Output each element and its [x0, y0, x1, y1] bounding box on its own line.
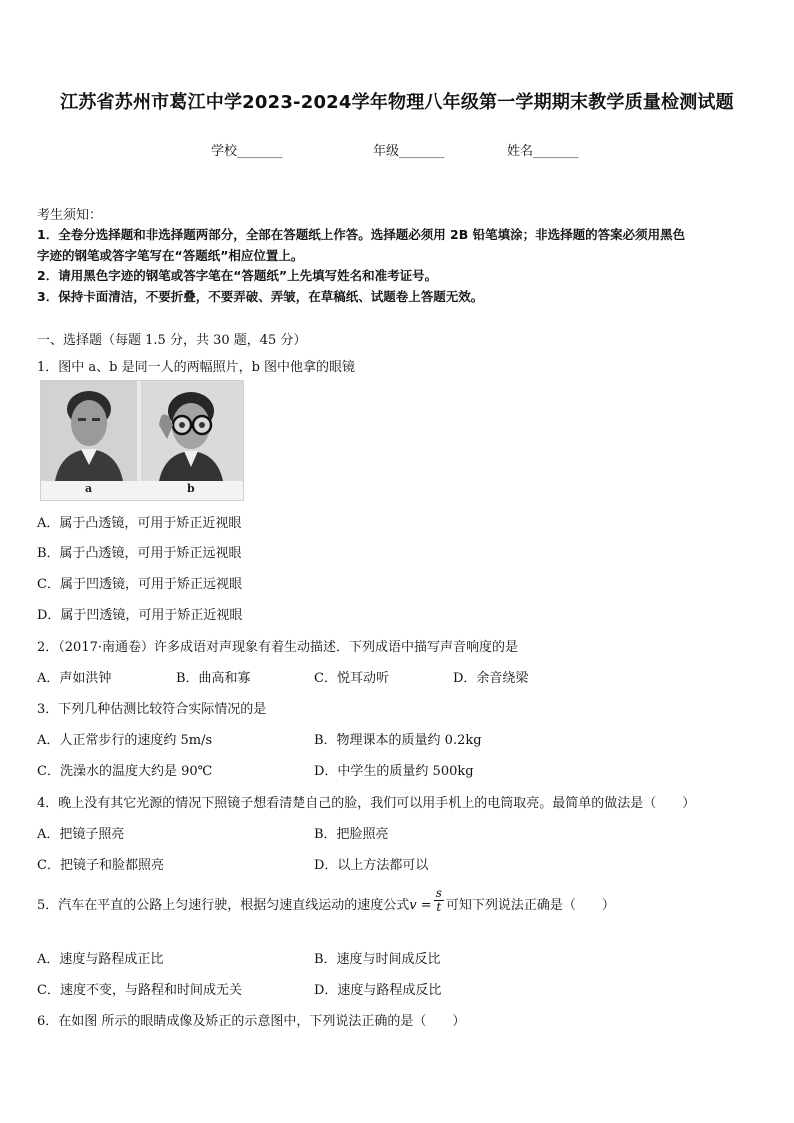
notice-line-1: 1．全卷分选择题和非选择题两部分，全部在答题纸上作答。选择题必须用 2B 铅笔填涂；非选择题的答案必须用黑色 [37, 227, 686, 242]
q5-option-a: A．速度与路程成正比 [37, 952, 164, 967]
q4-option-b: B．把脸照亮 [314, 827, 389, 842]
q2-option-a: A．声如洪钟 [37, 671, 112, 686]
q1-option-c: C．属于凹透镜，可用于矫正远视眼 [37, 577, 242, 592]
page-title: 江苏省苏州市葛江中学2023-2024学年物理八年级第一学期期末教学质量检测试题 [60, 92, 734, 113]
q1-photo [40, 380, 244, 501]
notice-line-3: 2．请用黑色字迹的钢笔或答字笔在“答题纸”上先填写姓名和准考证号。 [37, 268, 438, 283]
q6-stem: 6．在如图 所示的眼睛成像及矫正的示意图中，下列说法正确的是（ ） [37, 1014, 466, 1029]
q2-option-d: D．余音绕梁 [453, 671, 529, 686]
q2-stem: 2．（2017·南通卷）许多成语对声现象有着生动描述．下列成语中描写声音响度的是 [37, 640, 518, 655]
q3-stem: 3．下列几种估测比较符合实际情况的是 [37, 702, 267, 717]
q5-fraction-denominator: t [436, 900, 442, 914]
q1-option-d: D．属于凹透镜，可用于矫正近视眼 [37, 608, 243, 623]
q4-option-a: A．把镜子照亮 [37, 827, 125, 842]
q5-option-b: B．速度与时间成反比 [314, 952, 441, 967]
q1-option-b: B．属于凸透镜，可用于矫正远视眼 [37, 546, 242, 561]
section-heading: 一、选择题（每题 1.5 分，共 30 题，45 分） [37, 333, 307, 348]
q1-photo-illustration [41, 381, 244, 501]
q5-equals: = [420, 898, 432, 913]
q2-option-b: B．曲高和寡 [176, 671, 251, 686]
grade-field: 年级_______ [373, 144, 445, 159]
q4-option-d: D．以上方法都可以 [314, 858, 429, 873]
q5-var-v: v [409, 898, 417, 913]
q3-option-a: A．人正常步行的速度约 5m/s [37, 733, 213, 748]
q1-stem: 1．图中 a、b 是同一人的两幅照片，b 图中他拿的眼镜 [37, 360, 356, 375]
q5-stem [37, 886, 615, 914]
q4-stem: 4．晚上没有其它光源的情况下照镜子想看清楚自己的脸，我们可以用手机上的电筒取亮。最简单的做法是（ ） [37, 796, 696, 811]
q1-option-a: A．属于凸透镜，可用于矫正近视眼 [37, 516, 242, 531]
school-field: 学校_______ [211, 144, 283, 159]
q5-fraction [434, 887, 444, 914]
q3-option-c: C．洗澡水的温度大约是 90℃ [37, 764, 213, 779]
notice-line-4: 3．保持卡面清洁，不要折叠，不要弄破、弄皱，在草稿纸、试题卷上答题无效。 [37, 289, 484, 304]
q3-option-b: B．物理课本的质量约 0.2kg [314, 733, 482, 748]
q5-stem-after: 可知下列说法正确是（ ） [445, 898, 615, 913]
notice-line-2: 字迹的钢笔或答字笔写在“答题纸”相应位置上。 [37, 248, 304, 263]
q2-option-c: C．悦耳动听 [314, 671, 389, 686]
q4-option-c: C．把镜子和脸都照亮 [37, 858, 164, 873]
photo-label-a: a [85, 482, 93, 495]
q5-option-d: D．速度与路程成反比 [314, 983, 442, 998]
q5-stem-before: 5．汽车在平直的公路上匀速行驶，根据匀速直线运动的速度公式 [37, 898, 410, 913]
notice-heading: 考生须知： [37, 208, 103, 223]
q3-option-d: D．中学生的质量约 500kg [314, 764, 474, 779]
photo-label-b: b [187, 482, 195, 495]
name-field: 姓名_______ [507, 144, 579, 159]
q5-option-c: C．速度不变，与路程和时间成无关 [37, 983, 242, 998]
q5-fraction-numerator: s [435, 886, 442, 900]
